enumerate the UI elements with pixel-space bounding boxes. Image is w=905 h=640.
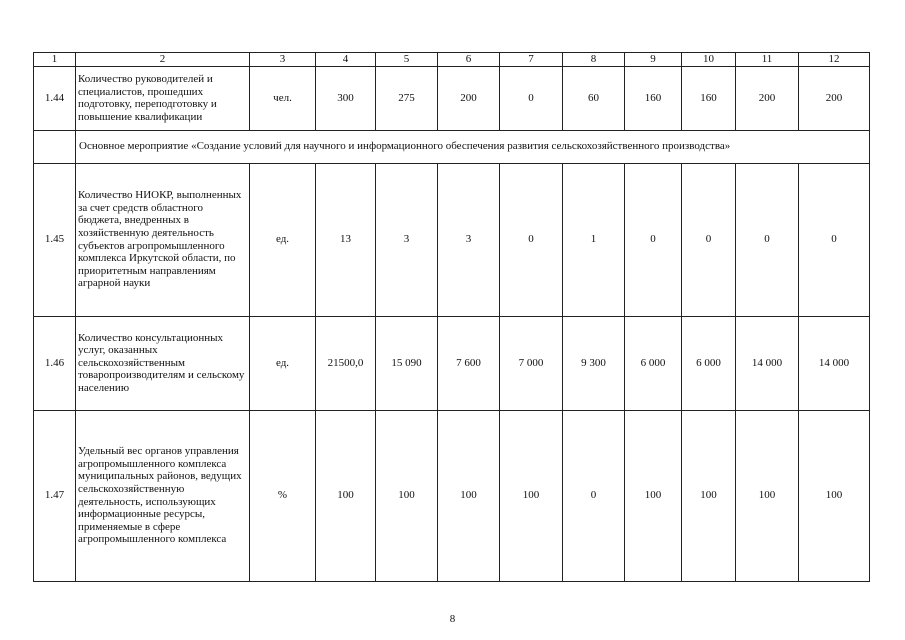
value-cell: 13 [316,163,376,316]
value-cell: 300 [316,66,376,130]
value-cell: 160 [625,66,682,130]
value-cell: 6 000 [625,316,682,410]
header-cell: 11 [736,53,799,67]
value-cell: 3 [438,163,500,316]
value-cell: 14 000 [799,316,870,410]
value-cell: 100 [736,410,799,581]
indicator-name: Количество консультационных услуг, оказанных сельскохозяйственным товаропроизводителям и сельскому населению [76,316,250,410]
unit-cell: % [250,410,316,581]
header-cell: 5 [376,53,438,67]
value-cell: 14 000 [736,316,799,410]
header-row [34,53,870,67]
unit-cell: ед. [250,316,316,410]
value-cell: 100 [376,410,438,581]
value-cell: 0 [625,163,682,316]
value-cell: 0 [563,410,625,581]
value-cell: 6 000 [682,316,736,410]
page-number: 8 [449,613,456,625]
section-id-cell [34,130,76,163]
value-cell: 100 [500,410,563,581]
header-cell: 9 [625,53,682,67]
value-cell: 0 [682,163,736,316]
header-cell: 1 [34,53,76,67]
unit-cell: ед. [250,163,316,316]
value-cell: 200 [736,66,799,130]
value-cell: 0 [799,163,870,316]
value-cell: 200 [438,66,500,130]
value-cell: 60 [563,66,625,130]
value-cell: 21500,0 [316,316,376,410]
header-cell: 7 [500,53,563,67]
value-cell: 100 [625,410,682,581]
table-row [34,66,870,130]
section-row [34,130,870,163]
value-cell: 275 [376,66,438,130]
value-cell: 15 090 [376,316,438,410]
value-cell: 1 [563,163,625,316]
unit-cell: чел. [250,66,316,130]
value-cell: 9 300 [563,316,625,410]
value-cell: 100 [438,410,500,581]
indicators-table [33,52,870,582]
indicator-name: Удельный вес органов управления агропромышленного комплекса муниципальных районов, ведущих сельскохозяйственную деятельность, использующих информационные ресурсы, применяемые в сфере агропромышленного комплекса [76,410,250,581]
table-row [34,316,870,410]
value-cell: 7 000 [500,316,563,410]
value-cell: 0 [500,66,563,130]
value-cell: 160 [682,66,736,130]
header-cell: 3 [250,53,316,67]
header-cell: 10 [682,53,736,67]
row-id: 1.44 [34,66,76,130]
indicator-name: Количество НИОКР, выполненных за счет средств областного бюджета, внедренных в хозяйственную деятельность субъектов агропромышленного комплекса Иркутской области, по приоритетным направлениям аграрной науки [76,163,250,316]
header-cell: 8 [563,53,625,67]
row-id: 1.46 [34,316,76,410]
table-row [34,163,870,316]
value-cell: 100 [682,410,736,581]
value-cell: 100 [799,410,870,581]
value-cell: 7 600 [438,316,500,410]
header-cell: 12 [799,53,870,67]
indicator-name: Количество руководителей и специалистов, прошедших подготовку, переподготовку и повышение квалификации [76,66,250,130]
table-row [34,410,870,581]
value-cell: 0 [736,163,799,316]
row-id: 1.45 [34,163,76,316]
header-cell: 4 [316,53,376,67]
value-cell: 200 [799,66,870,130]
row-id: 1.47 [34,410,76,581]
value-cell: 0 [500,163,563,316]
value-cell: 3 [376,163,438,316]
value-cell: 100 [316,410,376,581]
header-cell: 2 [76,53,250,67]
section-title: Основное мероприятие «Создание условий для научного и информационного обеспечения развития сельскохозяйственного производства» [76,130,870,163]
header-cell: 6 [438,53,500,67]
